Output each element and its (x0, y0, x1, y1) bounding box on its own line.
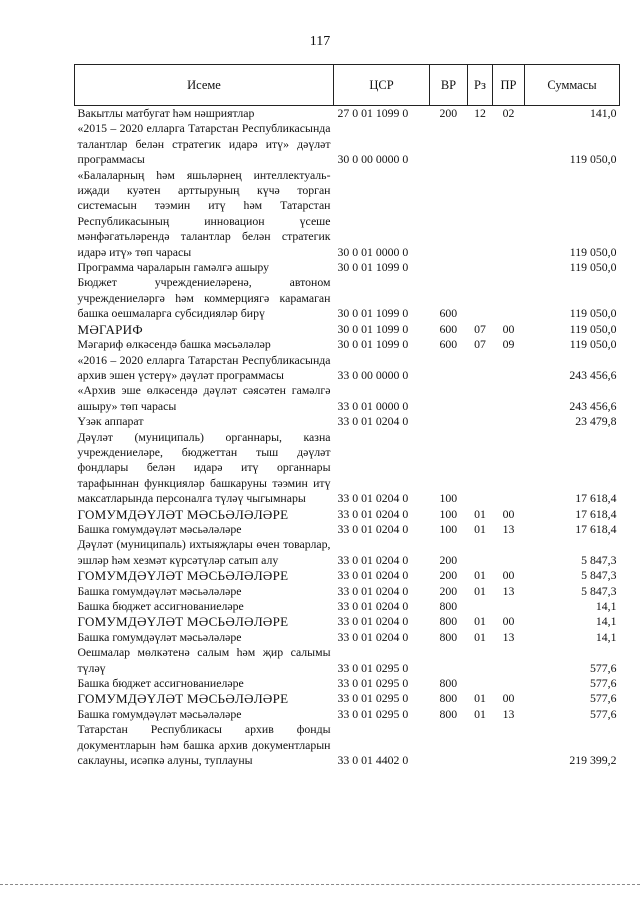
table-row (75, 430, 620, 507)
table-row (75, 614, 620, 629)
cell-vr: 800 (439, 614, 458, 629)
page-number: 117 (309, 34, 331, 49)
table-row (75, 599, 620, 614)
cell-pr (493, 275, 525, 321)
cell-csr: 33 0 01 0204 0 (337, 414, 409, 429)
cell-name: «2016 – 2020 елларга Татарстан Республикасында архив эшен үстерү» дәүләт программасы (77, 352, 331, 382)
table-row (75, 676, 620, 691)
table-row (75, 568, 620, 583)
cell-vr: 100 (439, 491, 458, 506)
cell-sum: 119 050,0 (569, 152, 617, 167)
cell-sum: 17 618,4 (575, 506, 617, 521)
cell-csr: 33 0 01 0204 0 (337, 491, 409, 506)
cell-pr: 00 (502, 614, 515, 629)
table-row (75, 260, 620, 275)
cell-rz: 01 (474, 568, 486, 583)
cell-rz: 01 (474, 521, 486, 536)
cell-vr: 800 (439, 599, 458, 613)
cell-vr: 600 (439, 337, 458, 352)
cell-rz: 07 (474, 337, 486, 352)
cell-name: МӘГАРИФ (77, 321, 143, 337)
cell-vr: 800 (439, 691, 458, 706)
table-row (75, 106, 620, 122)
cell-pr: 13 (502, 521, 515, 536)
cell-csr: 33 0 01 0204 0 (337, 599, 409, 613)
table-row (75, 383, 620, 414)
table-row (75, 507, 620, 522)
cell-pr: 09 (502, 337, 515, 352)
cell-name: Вакытлы матбугат һәм нәшриятлар (77, 106, 255, 120)
table-row (75, 414, 620, 429)
cell-sum: 577,6 (589, 660, 617, 675)
cell-csr: 33 0 00 0000 0 (337, 367, 409, 382)
cell-rz: 01 (474, 629, 486, 644)
cell-pr (493, 430, 525, 507)
cell-sum: 14,1 (595, 614, 617, 629)
cell-rz (468, 353, 493, 384)
cell-pr (493, 353, 525, 384)
header-name: Исеме (75, 65, 334, 106)
cell-sum: 14,1 (595, 599, 617, 613)
cell-rz (468, 676, 493, 691)
cell-name: Дәүләт (муниципаль) органнары, казна учреждениеләре, бюджеттан тыш дәүләт фондлары белән идарә итү органнары тарафыннан функцияләр башкаруны тәэмин итү максатларында персоналга түләү чыгымнары (77, 429, 331, 506)
cell-sum: 14,1 (595, 629, 617, 644)
cell-pr (493, 537, 525, 568)
table-row (75, 584, 620, 599)
header-sum: Суммасы (525, 65, 620, 106)
table-row (75, 121, 620, 167)
cell-name: Мәгариф өлкәсендә башка мәсьәләләр (77, 337, 271, 352)
cell-pr (493, 414, 525, 429)
cell-csr: 33 0 01 0000 0 (337, 398, 409, 413)
cell-name: Башка гомумдәүләт мәсьәләләре (77, 521, 242, 536)
cell-name: ГОМУМДӘҮЛӘТ МӘСЬӘЛӘЛӘРЕ (77, 568, 289, 584)
table-header-row (75, 65, 620, 106)
cell-name: Оешмалар мөлкәтенә салым һәм җир салымы түләү (77, 645, 331, 675)
cell-csr: 33 0 01 0204 0 (337, 552, 409, 567)
cell-sum: 5 847,3 (581, 583, 617, 598)
cell-rz: 12 (474, 106, 486, 120)
cell-pr: 02 (502, 106, 515, 120)
cell-sum: 23 479,8 (575, 414, 617, 429)
cell-vr (430, 168, 468, 260)
cell-pr: 13 (502, 706, 515, 721)
cell-vr (430, 121, 468, 167)
cell-name: ГОМУМДӘҮЛӘТ МӘСЬӘЛӘЛӘРЕ (77, 614, 289, 630)
cell-sum: 119 050,0 (569, 337, 617, 352)
cell-rz (468, 121, 493, 167)
cell-vr: 800 (439, 629, 458, 644)
cell-pr: 13 (502, 629, 515, 644)
cell-vr: 600 (439, 306, 458, 321)
cell-rz (468, 168, 493, 260)
cell-rz (468, 260, 493, 275)
cell-sum: 119 050,0 (569, 244, 617, 259)
cell-name: Үзәк аппарат (77, 414, 144, 429)
cell-pr: 00 (502, 568, 515, 583)
cell-sum: 119 050,0 (569, 321, 617, 336)
cell-sum: 17 618,4 (575, 521, 617, 536)
cell-rz (468, 275, 493, 321)
cell-csr: 33 0 01 0295 0 (337, 706, 409, 721)
cell-vr: 200 (439, 583, 458, 598)
cell-pr (493, 722, 525, 768)
cell-sum: 243 456,6 (569, 367, 617, 382)
cell-rz (468, 645, 493, 676)
cell-csr: 33 0 01 0204 0 (337, 506, 409, 521)
table-row (75, 645, 620, 676)
cell-name: Программа чараларын гамәлгә ашыру (77, 260, 270, 275)
cell-csr: 27 0 01 1099 0 (337, 106, 409, 120)
cell-sum: 219 399,2 (569, 753, 617, 768)
cell-pr (493, 383, 525, 414)
cell-vr (430, 260, 468, 275)
cell-name: ГОМУМДӘҮЛӘТ МӘСЬӘЛӘЛӘРЕ (77, 506, 289, 522)
cell-csr: 33 0 01 0295 0 (337, 676, 409, 691)
cell-rz (468, 383, 493, 414)
cell-pr (493, 599, 525, 614)
cell-csr: 33 0 01 0204 0 (337, 629, 409, 644)
header-csr: ЦСР (334, 65, 430, 106)
cell-name: «Балаларның һәм яшьләрнең интеллектуаль-иҗади куәтен арттыруның күчә торган системасын тәэмин итү һәм Татарстан Республикасының инновацион үсеше мәнфәгатьләрендә талантлар белән стратегик идарә итү» төп чарасы (77, 167, 331, 259)
cell-name: «2015 – 2020 елларга Татарстан Республикасында талантлар белән стратегик идарә итү» дәүләт программасы (77, 121, 331, 167)
cell-name: Башка бюджет ассигнованиеләре (77, 599, 244, 613)
table-row (75, 275, 620, 321)
cell-rz (468, 599, 493, 614)
cell-vr (430, 645, 468, 676)
table-row (75, 707, 620, 722)
cell-vr: 600 (439, 321, 458, 336)
cell-csr: 33 0 01 0295 0 (337, 660, 409, 675)
cell-pr: 00 (502, 321, 515, 336)
header-vr: ВР (430, 65, 468, 106)
table-row (75, 522, 620, 537)
cell-name: Башка гомумдәүләт мәсьәләләре (77, 583, 242, 598)
cell-csr: 33 0 01 0204 0 (337, 568, 409, 583)
cell-csr: 30 0 01 1099 0 (337, 306, 409, 321)
cell-csr: 30 0 01 1099 0 (337, 260, 409, 275)
cell-name: ГОМУМДӘҮЛӘТ МӘСЬӘЛӘЛӘРЕ (77, 691, 289, 707)
cell-sum: 577,6 (589, 676, 617, 691)
table-row (75, 630, 620, 645)
cell-rz: 01 (474, 706, 486, 721)
cell-vr: 200 (439, 568, 458, 583)
cell-pr (493, 260, 525, 275)
cell-pr: 00 (502, 691, 515, 706)
cell-vr: 200 (439, 106, 458, 120)
cell-csr: 30 0 01 0000 0 (337, 244, 409, 259)
cell-rz (468, 414, 493, 429)
cell-name: Татарстан Республикасы архив фонды документларын һәм башка архив документларын саклауны, исәпкә алуны, туплауны (77, 722, 331, 768)
cell-vr: 100 (439, 521, 458, 536)
cell-rz (468, 722, 493, 768)
table-row (75, 691, 620, 706)
table-row (75, 168, 620, 260)
header-rz: Рз (468, 65, 493, 106)
cell-rz (468, 430, 493, 507)
cell-csr: 33 0 01 0204 0 (337, 614, 409, 629)
cell-vr (430, 414, 468, 429)
cell-pr: 00 (502, 506, 515, 521)
cell-name: Бюджет учреждениеләренә, автоном учреждениеләргә һәм коммерциягә карамаган башка оешмаларга субсидияләр бирү (77, 275, 331, 321)
table-row (75, 353, 620, 384)
cell-rz: 01 (474, 691, 486, 706)
table-row (75, 337, 620, 352)
table-row (75, 722, 620, 768)
cell-sum: 5 847,3 (581, 552, 617, 567)
cell-name: Башка бюджет ассигнованиеләре (77, 676, 244, 691)
cell-sum: 243 456,6 (569, 398, 617, 413)
cell-vr (430, 722, 468, 768)
cell-pr (493, 645, 525, 676)
table-row (75, 322, 620, 337)
cell-csr: 33 0 01 0204 0 (337, 521, 409, 536)
cell-csr: 33 0 01 0204 0 (337, 583, 409, 598)
footer-divider (0, 884, 640, 885)
cell-pr (493, 168, 525, 260)
cell-sum: 577,6 (589, 691, 617, 706)
cell-rz: 01 (474, 506, 486, 521)
cell-pr (493, 121, 525, 167)
cell-rz: 01 (474, 614, 486, 629)
cell-name: Башка гомумдәүләт мәсьәләләре (77, 629, 242, 644)
cell-rz: 01 (474, 583, 486, 598)
cell-csr: 33 0 01 4402 0 (337, 753, 409, 768)
cell-csr: 30 0 01 1099 0 (337, 321, 409, 336)
cell-csr: 30 0 01 1099 0 (337, 337, 409, 352)
cell-sum: 5 847,3 (581, 568, 617, 583)
cell-vr (430, 353, 468, 384)
cell-csr: 33 0 01 0295 0 (337, 691, 409, 706)
cell-pr: 13 (502, 583, 515, 598)
cell-vr: 800 (439, 676, 458, 691)
cell-vr: 200 (439, 552, 458, 567)
cell-vr (430, 383, 468, 414)
cell-name: Дәүләт (муниципаль) ихтыяҗлары өчен товарлар, эшләр һәм хезмәт күрсәтүләр сатып алу (77, 537, 331, 567)
table-row (75, 537, 620, 568)
cell-sum: 141,0 (589, 106, 617, 120)
header-pr: ПР (493, 65, 525, 106)
cell-sum: 119 050,0 (569, 260, 617, 275)
cell-rz: 07 (474, 321, 486, 336)
cell-name: Башка гомумдәүләт мәсьәләләре (77, 706, 242, 721)
cell-rz (468, 537, 493, 568)
cell-vr: 100 (439, 506, 458, 521)
cell-sum: 577,6 (589, 706, 617, 721)
cell-pr (493, 676, 525, 691)
cell-sum: 17 618,4 (575, 491, 617, 506)
cell-sum: 119 050,0 (569, 306, 617, 321)
cell-vr: 800 (439, 706, 458, 721)
cell-csr: 30 0 00 0000 0 (337, 152, 409, 167)
cell-name: «Архив эше өлкәсендә дәүләт сәясәтен гамәлгә ашыру» төп чарасы (77, 383, 331, 413)
budget-table (74, 64, 620, 768)
